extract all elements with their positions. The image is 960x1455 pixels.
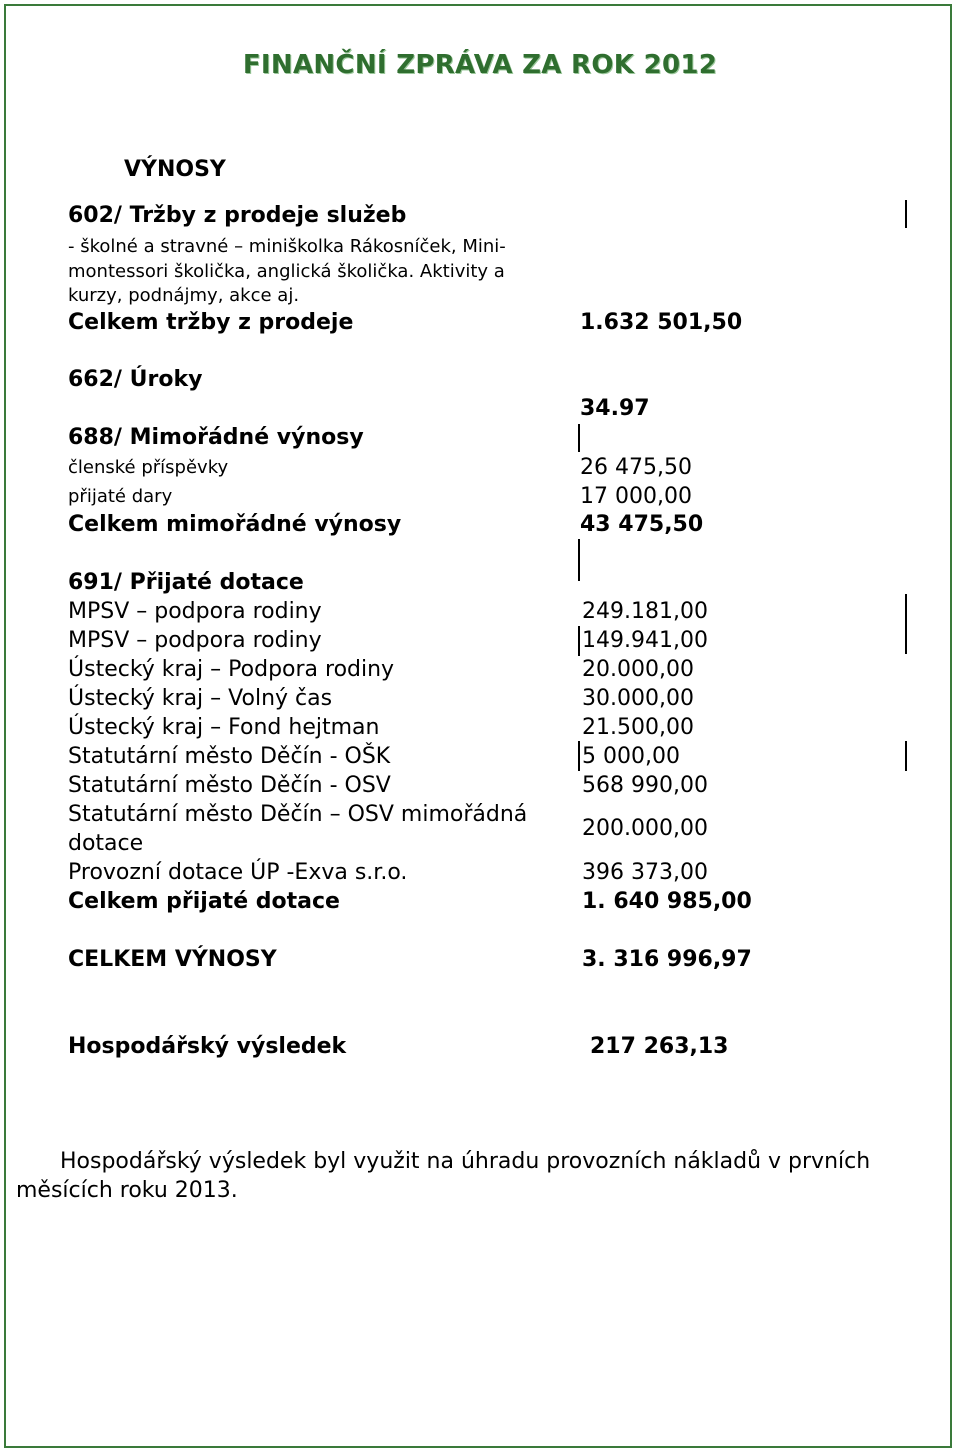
celkem-vynosy-value: 3. 316 996,97 bbox=[582, 947, 752, 972]
dotace-item-value: 149.941,00 bbox=[582, 628, 708, 653]
mimoradne-heading: 688/ Mimořádné výnosy bbox=[68, 425, 364, 450]
dotace-item-label: MPSV – podpora rodiny bbox=[68, 599, 322, 624]
dotace-item-label: Statutární město Děčín - OSV bbox=[68, 773, 391, 798]
table-cell-border bbox=[905, 594, 907, 654]
mimoradne-item-label: členské příspěvky bbox=[68, 457, 229, 478]
dotace-item-value: 249.181,00 bbox=[582, 599, 708, 624]
dotace-item-label: Ústecký kraj – Volný čas bbox=[68, 686, 333, 711]
mimoradne-total-value: 43 475,50 bbox=[580, 512, 704, 537]
hv-value: 217 263,13 bbox=[590, 1034, 729, 1059]
report-title: FINANČNÍ ZPRÁVA ZA ROK 2012 bbox=[242, 50, 718, 80]
dotace-item-label: Ústecký kraj – Fond hejtman bbox=[68, 715, 380, 740]
hv-label: Hospodářský výsledek bbox=[68, 1034, 347, 1059]
dotace-item-label: Statutární město Děčín - OŠK bbox=[68, 744, 391, 769]
trzby-desc-line3: kurzy, podnájmy, akce aj. bbox=[68, 285, 300, 306]
table-cell-border bbox=[578, 626, 580, 656]
table-cell-border bbox=[578, 539, 580, 581]
celkem-vynosy-label: CELKEM VÝNOSY bbox=[68, 947, 277, 972]
vynosy-heading: VÝNOSY bbox=[124, 157, 226, 182]
dotace-heading: 691/ Přijaté dotace bbox=[68, 570, 304, 595]
table-cell-border bbox=[578, 741, 580, 771]
mimoradne-item-value: 26 475,50 bbox=[580, 455, 692, 480]
dotace-item-value: 20.000,00 bbox=[582, 657, 694, 682]
dotace-item-value: 5 000,00 bbox=[582, 744, 680, 769]
dotace-special-label-line2: dotace bbox=[68, 831, 144, 856]
trzby-total-value: 1.632 501,50 bbox=[580, 310, 743, 335]
dotace-item-label: Ústecký kraj – Podpora rodiny bbox=[68, 657, 395, 682]
dotace-item-label: MPSV – podpora rodiny bbox=[68, 628, 322, 653]
note-line1 bbox=[16, 1147, 948, 1176]
dotace-item-value: 30.000,00 bbox=[582, 686, 694, 711]
mimoradne-item-value: 17 000,00 bbox=[580, 484, 692, 509]
dotace-provozni-value: 396 373,00 bbox=[582, 860, 708, 885]
note-paragraph bbox=[16, 1147, 948, 1205]
note-line1-text: Hospodářský výsledek byl využit na úhradu provozních nákladů v prvních bbox=[60, 1149, 871, 1174]
dotace-item-value: 21.500,00 bbox=[582, 715, 694, 740]
note-line2: měsících roku 2013. bbox=[16, 1178, 238, 1203]
trzby-heading: 602/ Tržby z prodeje služeb bbox=[68, 203, 407, 228]
mimoradne-total-label: Celkem mimořádné výnosy bbox=[68, 512, 402, 537]
trzby-desc-line2: montessori školička, anglická školička. Aktivity a bbox=[68, 261, 505, 282]
dotace-total-value: 1. 640 985,00 bbox=[582, 889, 752, 914]
dotace-special-value: 200.000,00 bbox=[582, 816, 708, 841]
mimoradne-item-label: přijaté dary bbox=[68, 486, 173, 507]
dotace-item-value: 568 990,00 bbox=[582, 773, 708, 798]
uroky-heading: 662/ Úroky bbox=[68, 367, 203, 392]
table-cell-border bbox=[578, 424, 580, 452]
dotace-provozni-label: Provozní dotace ÚP -Exva s.r.o. bbox=[68, 860, 408, 885]
table-cell-border bbox=[905, 741, 907, 771]
dotace-special-label-line1: Statutární město Děčín – OSV mimořádná bbox=[68, 802, 528, 827]
uroky-value: 34.97 bbox=[580, 396, 650, 421]
trzby-desc-line1: - školné a stravné – miniškolka Rákosníček, Mini- bbox=[68, 236, 506, 257]
dotace-total-label: Celkem přijaté dotace bbox=[68, 889, 340, 914]
table-cell-border bbox=[905, 200, 907, 228]
trzby-total-label: Celkem tržby z prodeje bbox=[68, 310, 354, 335]
